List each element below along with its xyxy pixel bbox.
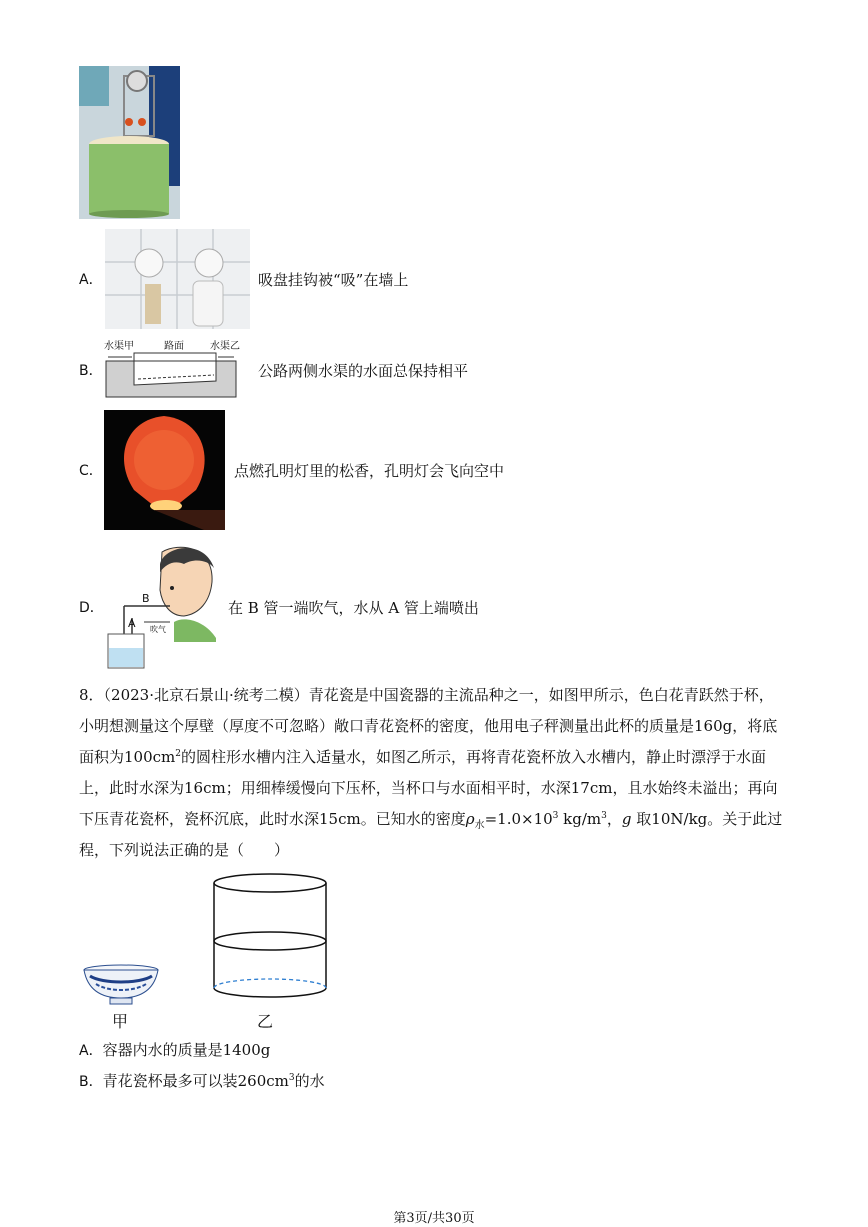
q8-area-exp: 2 (175, 749, 182, 759)
q8-line5-text: 下压青花瓷杯，瓷杯沉底，此时水深 (79, 810, 320, 828)
fig-yi-label: 乙 (257, 1012, 274, 1031)
q8-line4-text: 上，此时水深为 (79, 779, 185, 797)
q8-line-6: 程，下列说法正确的是（ ） (79, 841, 290, 859)
q8-line3-text: 面积为 (79, 748, 125, 766)
option-a-text: 吸盘挂钩被“吸”在墙上 (258, 271, 409, 289)
mechanical-display-icon (79, 66, 180, 219)
q8-g: g (621, 810, 632, 828)
q8-depth2: 17cm (570, 779, 613, 797)
q8-option-b (79, 1071, 325, 1092)
blowing-experiment (104, 542, 219, 670)
canal-label-right: 水渠乙 (210, 341, 240, 352)
q8-option-a-value: 1400g (222, 1041, 271, 1059)
q8-depth3: 15cm (319, 810, 361, 828)
q8-option-b-tail: 的水 (294, 1072, 325, 1090)
option-b-letter: B． (79, 363, 103, 379)
mechanical-display-image (79, 66, 180, 219)
q8-line5-take: 取 (631, 810, 652, 828)
suction-hook-icon (105, 229, 250, 329)
q8-rho-exp: 3 (552, 811, 559, 821)
sky-lantern-image (104, 410, 225, 530)
option-b-text: 公路两侧水渠的水面总保持相平 (258, 362, 469, 380)
blow-label: 吹气 (150, 625, 166, 634)
q8-g-value: 10N/kg (651, 810, 708, 828)
q8-source: 8．（2023·北京石景山·统考二模） (79, 686, 309, 704)
q8-line2-tail: ，将底 (732, 717, 778, 735)
q8-line5-mid: 。已知水的密度 (360, 810, 466, 828)
q8-rho: ρ (465, 810, 475, 828)
q8-line1-text: 青花瓷是中国瓷器的主流品种之一，如图甲所示，色白花青跃然于杯， (308, 686, 774, 704)
cylinder-container-diagram (210, 870, 330, 1002)
q8-rho-unit: kg/m (558, 810, 602, 828)
cylinder-icon (210, 870, 330, 1002)
option-d-text: 在 B 管一端吹气，水从 A 管上端喷出 (228, 599, 479, 617)
q8-line-1 (79, 680, 774, 711)
option-a-letter: A． (79, 272, 103, 288)
canal-label-left: 水渠甲 (104, 341, 134, 352)
q8-option-b-value: 260cm (237, 1072, 289, 1090)
option-c-letter: C． (79, 463, 103, 479)
q8-line4-mid: ；用细棒缓慢向下压杯，当杯口与水面相平时，水深 (225, 779, 571, 797)
q8-rho-value: =1.0×10 (484, 810, 553, 828)
fig-jia-label: 甲 (112, 1012, 129, 1031)
q8-rho-sub: 水 (474, 820, 485, 831)
bowl-icon (82, 964, 160, 1006)
q8-line3-tail: 的圆柱形水槽内注入适量水，如图乙所示，再将青花瓷杯放入水槽内，静止时漂浮于水面 (181, 748, 767, 766)
q8-line-4 (79, 773, 777, 804)
canal-diagram-icon (104, 337, 249, 401)
q8-line-2 (79, 711, 777, 742)
tube-a-label: A (128, 617, 136, 630)
q8-line5-comma: ， (606, 810, 622, 828)
q8-option-a (79, 1040, 270, 1061)
suction-hook-image (105, 229, 250, 329)
q8-line5-tail: 。关于此过 (707, 810, 783, 828)
q8-option-b-letter: B． (79, 1074, 103, 1090)
q8-mass: 160g (694, 717, 733, 735)
canal-diagram (104, 337, 249, 401)
q8-line4-tail: ，且水始终未溢出；再向 (612, 779, 778, 797)
blue-white-bowl-image (82, 964, 160, 1006)
q8-option-b-exp: 3 (288, 1073, 295, 1083)
q8-area: 100cm (124, 748, 176, 766)
boy-blowing-icon (104, 542, 219, 670)
q8-option-a-text: 容器内水的质量是 (102, 1041, 223, 1059)
q8-option-b-text: 青花瓷杯最多可以装 (102, 1072, 238, 1090)
page-footer: 第3页/共30页 (393, 1211, 475, 1226)
tube-b-label: B (142, 592, 150, 605)
q8-rho-unit-exp: 3 (601, 811, 607, 821)
q8-option-a-letter: A． (79, 1043, 103, 1059)
canal-label-mid: 路面 (164, 341, 184, 352)
q8-line2-text: 小明想测量这个厚壁（厚度不可忽略）敞口青花瓷杯的密度，他用电子秤测量出此杯的质量是 (79, 717, 695, 735)
sky-lantern-icon (104, 410, 225, 530)
q8-line-3 (79, 742, 766, 773)
option-d-letter: D． (79, 600, 104, 616)
option-c-text: 点燃孔明灯里的松香，孔明灯会飞向空中 (234, 462, 505, 480)
q8-depth1: 16cm (184, 779, 226, 797)
